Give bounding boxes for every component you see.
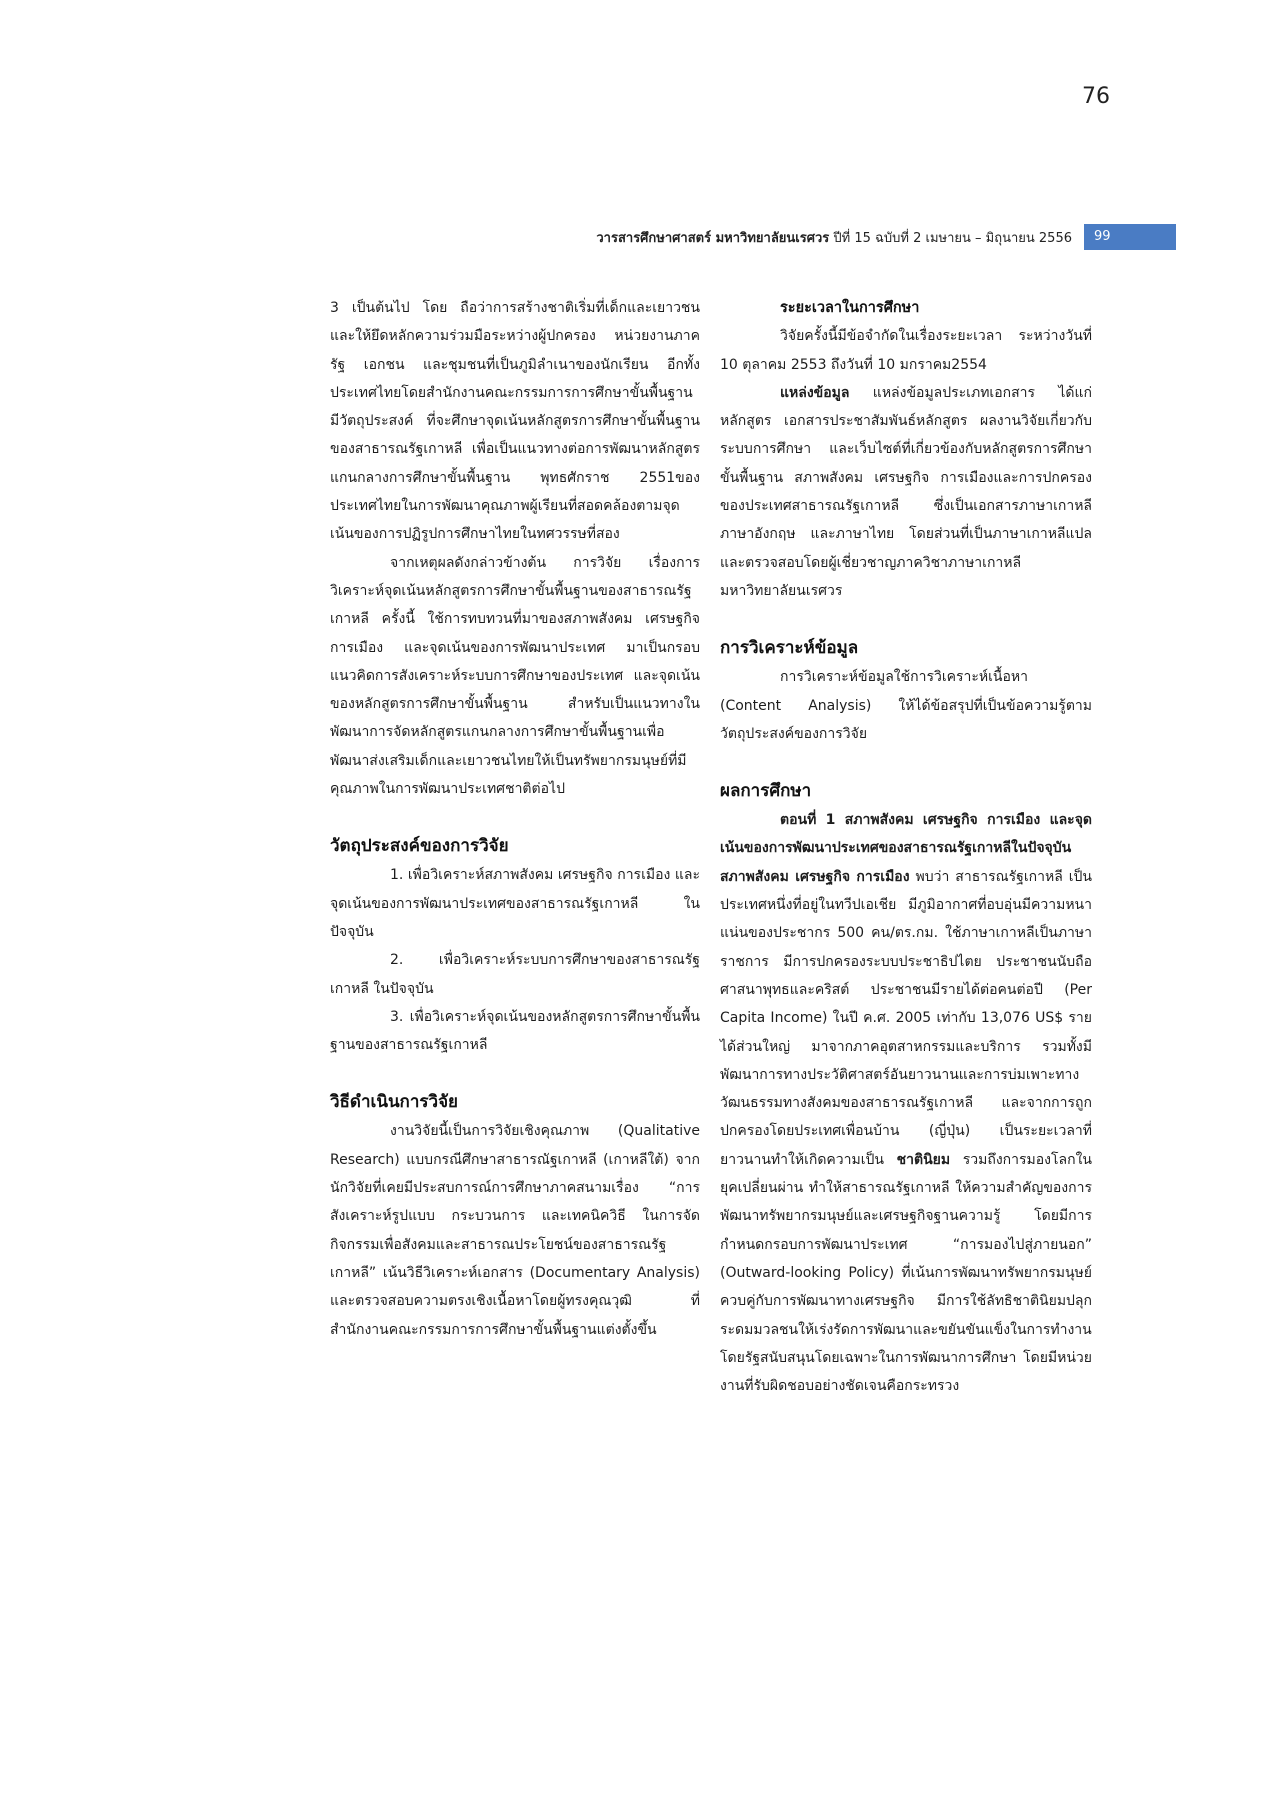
objective-2: 2. เพื่อวิเคราะห์ระบบการศึกษาของสาธารณรัฐเกาหลี ในปัจจุบัน	[330, 952, 700, 997]
journal-name: วารสารศึกษาศาสตร์ มหาวิทยาลัยนเรศวร	[596, 231, 830, 246]
left-column	[330, 294, 700, 1344]
nationalism-term: ชาตินิยม	[896, 1151, 951, 1168]
outer-page-number: 76	[1082, 84, 1110, 109]
part1-heading: ตอนที่ 1 สภาพสังคม เศรษฐกิจ การเมือง และจุดเน้นของการพัฒนาประเทศของสาธารณรัฐเกาหลีในปัจจุบัน สภาพสังคม เศรษฐกิจ การเมือง	[720, 812, 1092, 885]
study-period-heading: ระยะเวลาในการศึกษา	[780, 300, 920, 316]
intro-continued-paragraph: 3 เป็นต้นไป โดย ถือว่าการสร้างชาติเริ่มที่เด็กและเยาวชน และให้ยึดหลักความร่วมมือระหว่างผู้ปกครอง หน่วยงานภาครัฐ เอกชน และชุมชนที่เป็นภูมิลำเนาของนักเรียน อีกทั้งประเทศไทยโดยสำนักงานคณะกรรมการการศึกษาขั้นพื้นฐานมีวัตถุประสงค์ ที่จะศึกษาจุดเน้นหลักสูตรการศึกษาขั้นพื้นฐานของสาธารณรัฐเกาหลี เพื่อเป็นแนวทางต่อการพัฒนาหลักสูตรแกนกลางการศึกษาขั้นพื้นฐาน พุทธศักราช 2551ของประเทศไทยในการพัฒนาคุณภาพผู้เรียนที่สอดคล้องตามจุดเน้นของการปฏิรูปการศึกษาไทยในทศวรรษที่สอง	[330, 300, 700, 543]
right-column	[720, 294, 1092, 1400]
part1-text-a: พบว่า สาธารณรัฐเกาหลี เป็นประเทศหนึ่งที่อยู่ในทวีปเอเชีย มีภูมิอากาศที่อบอุ่นมีความหนาแน่นของประชากร 500 คน/ตร.กม. ใช้ภาษาเกาหลีเป็นภาษาราชการ มีการปกครองระบบประชาธิปไตย ประชาชนนับถือศาสนาพุทธและคริสต์ ประชาชนมีรายได้ต่อคนต่อปี (Per Capita Income) ในปี ค.ศ. 2005 เท่ากับ 13,076 US$ รายได้ส่วนใหญ่ มาจากภาคอุตสาหกรรมและบริการ รวมทั้งมีพัฒนาการทางประวัติศาสตร์อันยาวนานและการบ่มเพาะทางวัฒนธรรมทางสังคมของสาธารณรัฐเกาหลี และจากการถูกปกครองโดยประเทศเพื่อนบ้าน (ญี่ปุ่น) เป็นระยะเวลาที่ยาวนานทำให้เกิดความเป็น	[720, 868, 1092, 1168]
objective-1: 1. เพื่อวิเคราะห์สภาพสังคม เศรษฐกิจ การเมือง และจุดเน้นของการพัฒนาประเทศของสาธารณรัฐเกาหลี ในปัจจุบัน	[330, 867, 700, 940]
results-part1-paragraph	[720, 806, 1092, 1400]
data-source-paragraph	[720, 379, 1092, 605]
journal-issue: ปีที่ 15 ฉบับที่ 2 เมษายน – มิถุนายน 2556	[833, 231, 1072, 246]
data-source-label: แหล่งข้อมูล	[780, 384, 850, 401]
journal-title	[596, 227, 1072, 248]
method-paragraph: งานวิจัยนี้เป็นการวิจัยเชิงคุณภาพ (Qualitative Research) แบบกรณีศึกษาสาธารณัฐเกาหลี (เกาหลีใต้) จากนักวิจัยที่เคยมีประสบการณ์การศึกษาภาคสนามเรื่อง “การสังเคราะห์รูปแบบ กระบวนการ และเทคนิควิธี ในการจัดกิจกรรมเพื่อสังคมและสาธารณประโยชน์ของสาธารณรัฐเกาหลี” เน้นวิธีวิเคราะห์เอกสาร (Documentary Analysis) และตรวจสอบความตรงเชิงเนื้อหาโดยผู้ทรงคุณวุฒิ ที่สำนักงานคณะกรรมการการศึกษาขั้นพื้นฐานแต่งตั้งขึ้น	[330, 1123, 700, 1338]
study-period-paragraph: วิจัยครั้งนี้มีข้อจำกัดในเรื่องระยะเวลา ระหว่างวันที่ 10 ตุลาคม 2553 ถึงวันที่ 10 มกราคม2554	[720, 328, 1092, 373]
journal-header	[330, 224, 1176, 250]
method-heading: วิธีดำเนินการวิจัย	[330, 1092, 458, 1113]
data-source-text: แหล่งข้อมูลประเภทเอกสาร ได้แก่ หลักสูตร เอกสารประชาสัมพันธ์หลักสูตร ผลงานวิจัยเกี่ยวกับระบบการศึกษา และเว็บไซต์ที่เกี่ยวข้องกับหลักสูตรการศึกษาขั้นพื้นฐาน สภาพสังคม เศรษฐกิจ การเมืองและการปกครอง ของประเทศสาธารณรัฐเกาหลี ซึ่งเป็นเอกสารภาษาเกาหลีภาษาอังกฤษ และภาษาไทย โดยส่วนที่เป็นภาษาเกาหลีแปลและตรวจสอบโดยผู้เชี่ยวชาญภาควิชาภาษาเกาหลี มหาวิทยาลัยนเรศวร	[720, 384, 1092, 599]
analysis-paragraph: การวิเคราะห์ข้อมูลใช้การวิเคราะห์เนื้อหา (Content Analysis) ให้ได้ข้อสรุปที่เป็นข้อความรู้ตามวัตถุประสงค์ของการวิจัย	[720, 669, 1092, 742]
results-heading: ผลการศึกษา	[720, 781, 812, 802]
objective-3: 3. เพื่อวิเคราะห์จุดเน้นของหลักสูตรการศึกษาขั้นพื้นฐานของสาธารณรัฐเกาหลี	[330, 1008, 700, 1054]
part1-text-b: รวมถึงการมองโลกในยุคเปลี่ยนผ่าน ทำให้สาธารณรัฐเกาหลี ให้ความสำคัญของการพัฒนาทรัพยากรมนุษย์และเศรษฐกิจฐานความรู้ โดยมีการกำหนดกรอบการพัฒนาประเทศ “การมองไปสู่ภายนอก” (Outward-looking Policy) ที่เน้นการพัฒนาทรัพยากรมนุษย์ควบคู่กับการพัฒนาทางเศรษฐกิจ มีการใช้ลัทธิชาตินิยมปลุกระดมมวลชนให้เร่งรัดการพัฒนาและขยันขันแข็งในการทำงานโดยรัฐสนับสนุนโดยเฉพาะในการพัฒนาการศึกษา โดยมีหน่วยงานที่รับผิดชอบอย่างชัดเจนคือกระทรวง	[720, 1151, 1092, 1395]
rationale-paragraph: จากเหตุผลดังกล่าวข้างต้น การวิจัย เรื่องการวิเคราะห์จุดเน้นหลักสูตรการศึกษาขั้นพื้นฐานของสาธารณรัฐเกาหลี ครั้งนี้ ใช้การทบทวนที่มาของสภาพสังคม เศรษฐกิจ การเมือง และจุดเน้นของการพัฒนาประเทศ มาเป็นกรอบแนวคิดการสังเคราะห์ระบบการศึกษาของประเทศ และจุดเน้นของหลักสูตรการศึกษาขั้นพื้นฐาน สำหรับเป็นแนวทางในพัฒนาการจัดหลักสูตรแกนกลางการศึกษาขั้นพื้นฐานเพื่อพัฒนาส่งเสริมเด็กและเยาวชนไทยให้เป็นทรัพยากรมนุษย์ที่มีคุณภาพในการพัฒนาประเทศชาติต่อไป	[330, 554, 700, 798]
analysis-heading: การวิเคราะห์ข้อมูล	[720, 638, 859, 659]
journal-page-number: 99	[1084, 224, 1176, 250]
objectives-heading: วัตถุประสงค์ของการวิจัย	[330, 836, 509, 857]
